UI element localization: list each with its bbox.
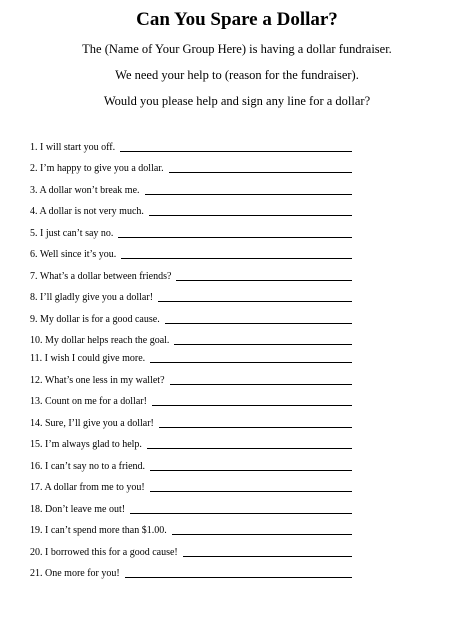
signature-blank[interactable] — [147, 448, 352, 449]
signature-line-item — [30, 347, 450, 365]
signature-blank[interactable] — [169, 172, 352, 173]
line-label: 2. I’m happy to give you a dollar. — [30, 163, 164, 174]
line-label: 21. One more for you! — [30, 568, 120, 579]
signature-blank[interactable] — [130, 513, 352, 514]
signature-line-item — [30, 326, 450, 348]
signature-blank[interactable] — [183, 556, 352, 557]
page-title: Can You Spare a Dollar? — [136, 9, 338, 30]
signature-line-item — [30, 240, 450, 262]
line-label: 3. A dollar won’t break me. — [30, 184, 140, 196]
line-label: 20. I borrowed this for a good cause! — [30, 546, 178, 558]
signature-line-item — [30, 283, 450, 305]
signature-blank[interactable] — [159, 427, 352, 428]
signature-blank[interactable] — [170, 384, 352, 385]
signature-blank[interactable] — [158, 301, 352, 302]
intro-line-reason: We need your help to (reason for the fundraiser). — [115, 68, 359, 82]
signature-line-item — [30, 516, 450, 538]
line-label: 4. A dollar is not very much. — [30, 206, 144, 217]
signature-line-item — [30, 473, 450, 495]
line-label: 15. I’m always glad to help. — [30, 439, 142, 450]
signature-line-item — [30, 494, 450, 516]
signature-blank[interactable] — [120, 151, 352, 152]
line-label: 1. I will start you off. — [30, 141, 116, 153]
line-label: 10. My dollar helps reach the goal. — [30, 335, 170, 346]
signature-blank[interactable] — [152, 405, 352, 406]
signature-line-item — [30, 218, 450, 240]
signature-lines-list — [30, 132, 450, 580]
line-label: 12. What’s one less in my wallet? — [30, 374, 165, 386]
line-label: 7. What’s a dollar between friends? — [30, 270, 172, 282]
signature-blank[interactable] — [176, 280, 352, 281]
line-label: 17. A dollar from me to you! — [30, 482, 145, 493]
signature-line-item — [30, 132, 450, 154]
signature-line-item — [30, 408, 450, 430]
line-label: 5. I just can’t say no. — [30, 227, 114, 239]
signature-line-item — [30, 304, 450, 326]
line-label: 13. Count on me for a dollar! — [30, 396, 147, 407]
signature-line-item — [30, 197, 450, 219]
signature-blank[interactable] — [172, 534, 352, 535]
intro-line-request: Would you please help and sign any line for a dollar? — [103, 94, 371, 108]
signature-line-item — [30, 430, 450, 452]
line-label: 6. Well since it’s you. — [30, 249, 117, 260]
signature-blank[interactable] — [149, 215, 352, 216]
signature-line-item — [30, 365, 450, 387]
line-label: 19. I can’t spend more than $1.00. — [30, 525, 167, 536]
line-label: 16. I can’t say no to a friend. — [30, 460, 146, 472]
signature-blank[interactable] — [121, 258, 352, 259]
line-label: 8. I’ll gladly give you a dollar! — [30, 292, 154, 303]
line-label: 14. Sure, I’ll give you a dollar! — [30, 417, 154, 429]
signature-blank[interactable] — [174, 344, 352, 345]
line-label: 18. Don’t leave me out! — [30, 503, 126, 515]
line-label: 11. I wish I could give more. — [30, 353, 146, 364]
signature-blank[interactable] — [118, 237, 352, 238]
signature-blank[interactable] — [150, 362, 352, 363]
signature-blank[interactable] — [125, 577, 352, 578]
signature-line-item — [30, 154, 450, 176]
signature-line-item — [30, 261, 450, 283]
signature-line-item — [30, 451, 450, 473]
signature-line-item — [30, 537, 450, 559]
signature-blank[interactable] — [150, 491, 352, 492]
intro-line-group: The (Name of Your Group Here) is having a dollar fundraiser. — [82, 42, 392, 56]
signature-blank[interactable] — [150, 470, 352, 471]
line-label: 9. My dollar is for a good cause. — [30, 313, 160, 325]
signature-line-item — [30, 387, 450, 409]
signature-blank[interactable] — [165, 323, 352, 324]
signature-line-item — [30, 175, 450, 197]
signature-blank[interactable] — [145, 194, 352, 195]
signature-line-item — [30, 559, 450, 581]
